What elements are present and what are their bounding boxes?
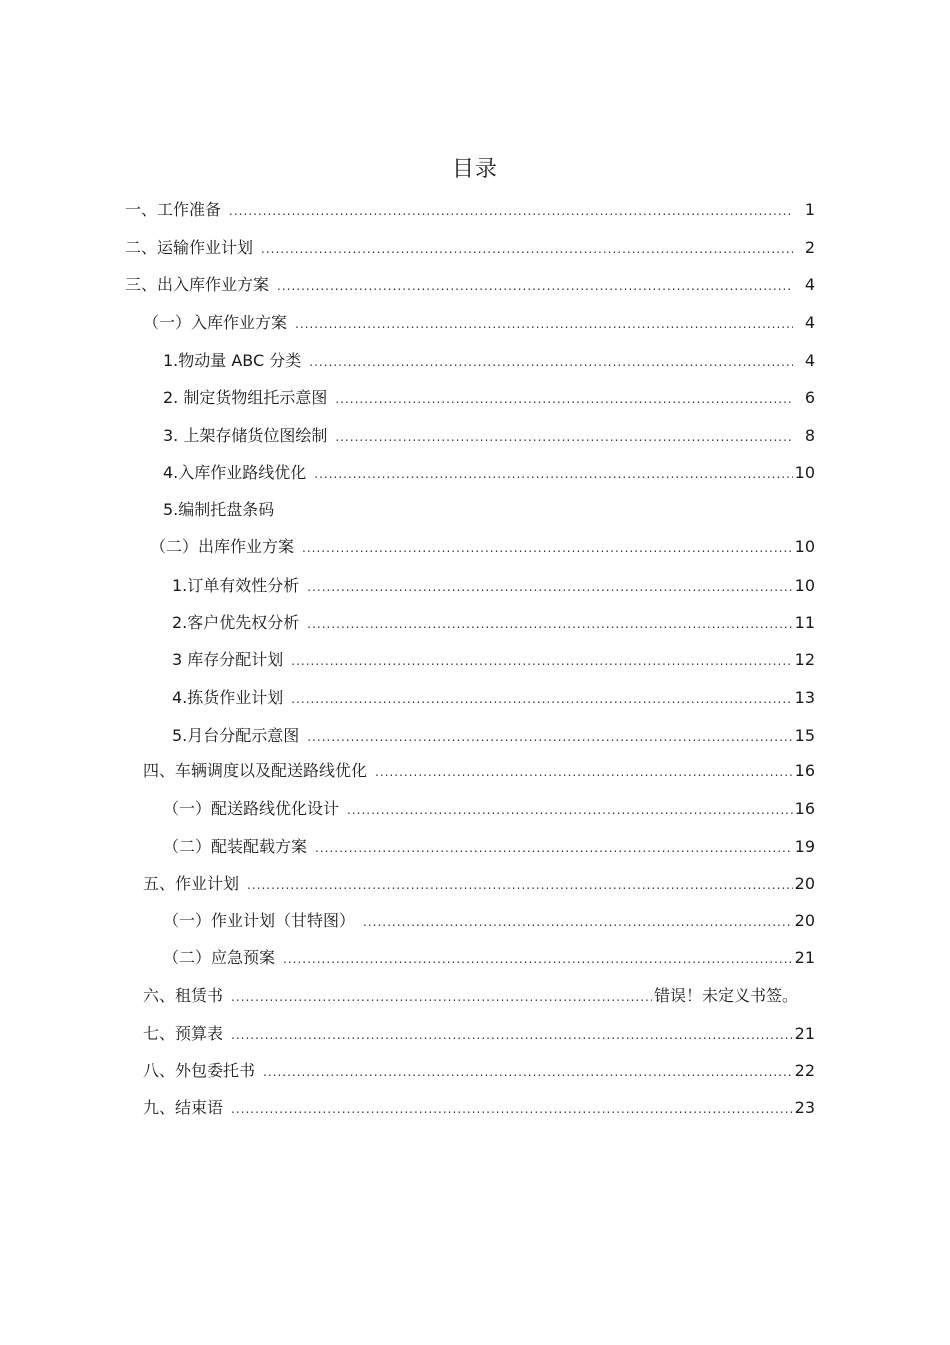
toc-dot-leader bbox=[307, 575, 792, 599]
toc-dot-leader bbox=[277, 274, 793, 298]
toc-entry-page: 2 bbox=[804, 238, 815, 257]
toc-dot-leader bbox=[309, 350, 793, 374]
toc-entry-page-error: 错误！未定义书签。 bbox=[653, 986, 798, 1005]
toc-entry[interactable] bbox=[163, 835, 815, 859]
toc-entry-text: 1.订单有效性分析 bbox=[172, 576, 300, 595]
toc-entry-text: 4.入库作业路线优化 bbox=[163, 463, 307, 482]
toc-entry-page: 10 bbox=[794, 576, 815, 595]
toc-entry-page: 10 bbox=[794, 463, 815, 482]
toc-entry[interactable] bbox=[163, 946, 815, 970]
toc-dot-leader bbox=[247, 873, 793, 897]
toc-dot-leader bbox=[291, 649, 792, 673]
toc-entry[interactable] bbox=[143, 1059, 815, 1083]
toc-entry-page: 4 bbox=[804, 313, 815, 332]
toc-entry-text: （一）入库作业方案 bbox=[143, 313, 288, 332]
toc-entry[interactable] bbox=[163, 424, 815, 448]
toc-entry-page: 21 bbox=[794, 948, 815, 967]
toc-entry[interactable] bbox=[172, 724, 815, 748]
toc-entry[interactable] bbox=[163, 909, 815, 933]
toc-entry-text: 五、作业计划 bbox=[143, 874, 240, 893]
toc-dot-leader bbox=[347, 798, 793, 822]
toc-dot-leader bbox=[229, 199, 793, 223]
toc-entry-page: 20 bbox=[794, 911, 815, 930]
toc-entry-page: 21 bbox=[794, 1024, 815, 1043]
toc-entry[interactable] bbox=[163, 349, 815, 373]
toc-entry[interactable] bbox=[143, 1022, 815, 1046]
toc-entry[interactable] bbox=[143, 311, 815, 335]
toc-entry-page: 4 bbox=[804, 275, 815, 294]
toc-entry-page: 10 bbox=[794, 537, 815, 556]
toc-entry-page: 23 bbox=[794, 1098, 815, 1117]
toc-dot-leader bbox=[315, 836, 793, 860]
toc-dot-leader bbox=[291, 687, 792, 711]
toc-dot-leader bbox=[263, 1060, 793, 1084]
toc-entry-page: 8 bbox=[804, 426, 815, 445]
toc-entry[interactable] bbox=[163, 498, 815, 522]
toc-entry-page: 13 bbox=[794, 688, 815, 707]
toc-entry-text: 2. 制定货物组托示意图 bbox=[163, 388, 328, 407]
toc-dot-leader bbox=[231, 1023, 793, 1047]
toc-entry[interactable] bbox=[143, 872, 815, 896]
toc-dot-leader bbox=[231, 985, 652, 1009]
toc-dot-leader bbox=[363, 910, 793, 934]
toc-entry-text: 六、租赁书 bbox=[143, 986, 224, 1005]
toc-entry[interactable] bbox=[172, 686, 815, 710]
toc-entry-text: 5.编制托盘条码 bbox=[163, 500, 275, 519]
toc-entry-page: 19 bbox=[794, 837, 815, 856]
toc-dot-leader bbox=[335, 425, 793, 449]
toc-entry-text: 2.客户优先权分析 bbox=[172, 613, 300, 632]
toc-entry-text: 一、工作准备 bbox=[125, 200, 222, 219]
toc-entry[interactable] bbox=[172, 611, 815, 635]
toc-entry-text: 九、结束语 bbox=[143, 1098, 224, 1117]
toc-entry-text: 二、运输作业计划 bbox=[125, 238, 254, 257]
toc-entry-page: 22 bbox=[794, 1061, 815, 1080]
toc-entry-page: 16 bbox=[794, 761, 815, 780]
toc-dot-leader bbox=[307, 725, 792, 749]
toc-entry-text: （二）配装配载方案 bbox=[163, 837, 308, 856]
toc-entry-text: 八、外包委托书 bbox=[143, 1061, 256, 1080]
toc-entry-page: 20 bbox=[794, 874, 815, 893]
toc-entry-page: 4 bbox=[804, 351, 815, 370]
toc-entry-text: （一）作业计划（甘特图） bbox=[163, 911, 356, 930]
toc-entry[interactable] bbox=[143, 759, 815, 783]
toc-entry-text: （一）配送路线优化设计 bbox=[163, 799, 340, 818]
toc-dot-leader bbox=[283, 947, 793, 971]
toc-dot-leader bbox=[375, 760, 793, 784]
toc-dot-leader bbox=[335, 387, 793, 411]
toc-entry[interactable] bbox=[143, 984, 798, 1008]
toc-entry[interactable] bbox=[125, 236, 815, 260]
toc-entry[interactable] bbox=[125, 273, 815, 297]
toc-entry[interactable] bbox=[163, 386, 815, 410]
toc-entry-text: 3. 上架存储货位图绘制 bbox=[163, 426, 328, 445]
toc-entry-text: 四、车辆调度以及配送路线优化 bbox=[143, 761, 368, 780]
toc-title: 目录 bbox=[451, 157, 498, 182]
toc-entry-page: 12 bbox=[794, 650, 815, 669]
toc-entry-text: （二）出库作业方案 bbox=[150, 537, 295, 556]
toc-dot-leader bbox=[314, 462, 792, 486]
toc-dot-leader bbox=[295, 312, 793, 336]
toc-entry[interactable] bbox=[163, 797, 815, 821]
toc-entry-text: 4.拣货作业计划 bbox=[172, 688, 284, 707]
toc-entry-text: 5.月台分配示意图 bbox=[172, 726, 300, 745]
toc-entry[interactable] bbox=[172, 574, 815, 598]
toc-entry[interactable] bbox=[143, 1096, 815, 1120]
toc-entry[interactable] bbox=[150, 535, 815, 559]
toc-dot-leader bbox=[307, 612, 792, 636]
toc-entry-text: 七、预算表 bbox=[143, 1024, 224, 1043]
toc-entry-text: 三、出入库作业方案 bbox=[125, 275, 270, 294]
toc-entry-page: 6 bbox=[804, 388, 815, 407]
toc-entry[interactable] bbox=[125, 198, 815, 222]
toc-entry-text: （二）应急预案 bbox=[163, 948, 276, 967]
toc-entry[interactable] bbox=[172, 648, 815, 672]
toc-dot-leader bbox=[231, 1097, 793, 1121]
toc-entry[interactable] bbox=[163, 461, 815, 485]
toc-entry-text: 1.物动量 ABC 分类 bbox=[163, 351, 302, 370]
toc-entry-page: 16 bbox=[794, 799, 815, 818]
toc-entry-page: 15 bbox=[794, 726, 815, 745]
toc-entry-text: 3 库存分配计划 bbox=[172, 650, 284, 669]
toc-dot-leader bbox=[302, 536, 793, 560]
toc-entry-page: 1 bbox=[804, 200, 815, 219]
toc-dot-leader bbox=[261, 237, 793, 261]
toc-entry-page: 11 bbox=[794, 613, 815, 632]
